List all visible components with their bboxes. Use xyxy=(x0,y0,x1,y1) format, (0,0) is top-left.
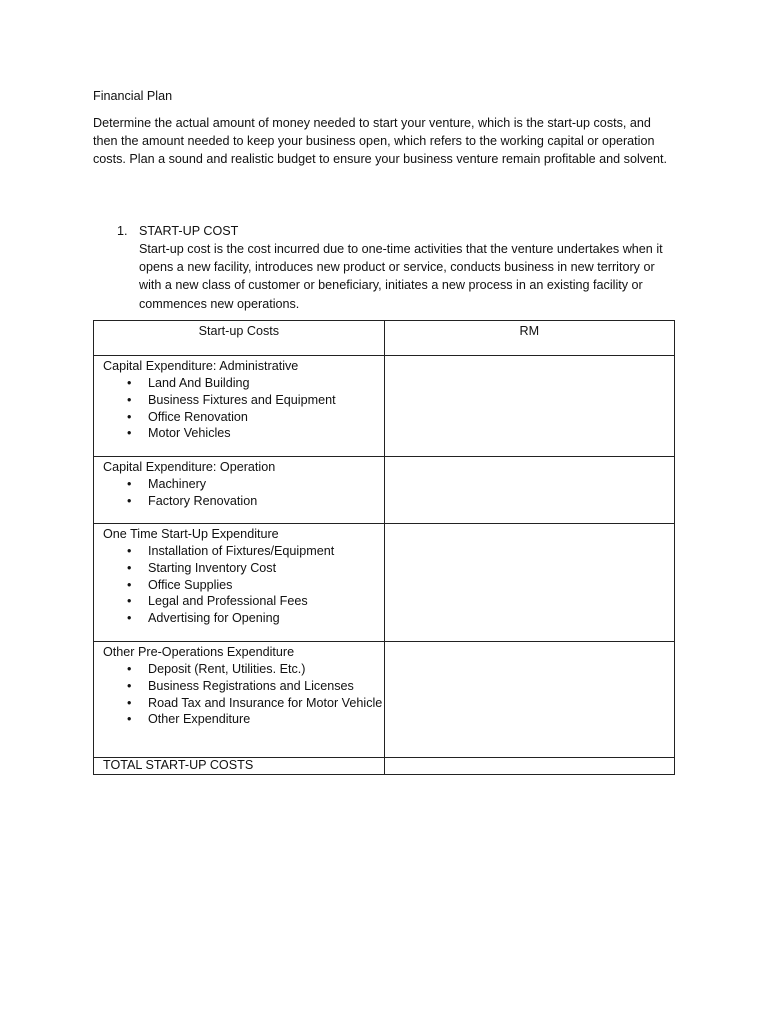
list-item: • Business Registrations and Licenses xyxy=(94,678,384,695)
group-cell xyxy=(94,524,385,642)
item-list xyxy=(94,661,384,728)
group-cell xyxy=(94,457,385,524)
section-heading xyxy=(117,222,682,240)
list-item: • Other Expenditure xyxy=(94,711,384,728)
item-list xyxy=(94,375,384,442)
rm-value-cell[interactable] xyxy=(384,457,674,524)
table-row xyxy=(94,457,675,524)
intro-paragraph: Determine the actual amount of money needed to start your venture, which is the start-up costs, and then the amount needed to keep your business open, which refers to the working capital or operation costs. Plan a sound and realistic budget to ensure your business venture remain profitable and solvent. xyxy=(93,116,668,167)
table-row xyxy=(94,642,675,758)
list-item: • Land And Building xyxy=(94,375,384,392)
list-item: • Starting Inventory Cost xyxy=(94,560,384,577)
header-startup-costs: Start-up Costs xyxy=(94,321,385,356)
total-row xyxy=(94,758,675,775)
header-rm: RM xyxy=(384,321,674,356)
group-cell xyxy=(94,642,385,758)
list-item: • Machinery xyxy=(94,476,384,493)
total-label-cell xyxy=(94,758,385,775)
startup-costs-table xyxy=(93,320,675,775)
list-item: • Office Renovation xyxy=(94,409,384,426)
rm-value-cell[interactable] xyxy=(384,524,674,642)
list-item: • Advertising for Opening xyxy=(94,610,384,627)
section-description: Start-up cost is the cost incurred due to one-time activities that the venture undertakes when it opens a new facility, introduces new product or service, conducts business in new territory or with a new class of customer or beneficiary, initiates a new process in an existing facility or commences new operations. xyxy=(139,242,663,311)
rm-value-cell[interactable] xyxy=(384,642,674,758)
item-list xyxy=(94,543,384,627)
list-item: • Factory Renovation xyxy=(94,493,384,510)
group-title: One Time Start-Up Expenditure xyxy=(103,527,279,541)
group-title: Other Pre-Operations Expenditure xyxy=(103,645,295,659)
table-row xyxy=(94,356,675,457)
section-heading-text: START-UP COST xyxy=(139,224,239,238)
group-title: Capital Expenditure: Operation xyxy=(103,460,276,474)
table-header-row xyxy=(94,321,675,356)
list-item: • Installation of Fixtures/Equipment xyxy=(94,543,384,560)
item-list xyxy=(94,476,384,510)
list-item: • Road Tax and Insurance for Motor Vehicle xyxy=(94,695,384,712)
startup-cost-section xyxy=(117,222,682,313)
list-item: • Office Supplies xyxy=(94,577,384,594)
section-number: 1. xyxy=(117,224,128,238)
list-item: • Motor Vehicles xyxy=(94,425,384,442)
list-item: • Deposit (Rent, Utilities. Etc.) xyxy=(94,661,384,678)
total-value-cell[interactable] xyxy=(384,758,674,775)
list-item: • Business Fixtures and Equipment xyxy=(94,392,384,409)
table-row xyxy=(94,524,675,642)
rm-value-cell[interactable] xyxy=(384,356,674,457)
page-title: Financial Plan xyxy=(93,89,173,103)
group-title: Capital Expenditure: Administrative xyxy=(103,359,299,373)
list-item: • Legal and Professional Fees xyxy=(94,593,384,610)
total-label: TOTAL START-UP COSTS xyxy=(103,758,254,772)
group-cell xyxy=(94,356,385,457)
